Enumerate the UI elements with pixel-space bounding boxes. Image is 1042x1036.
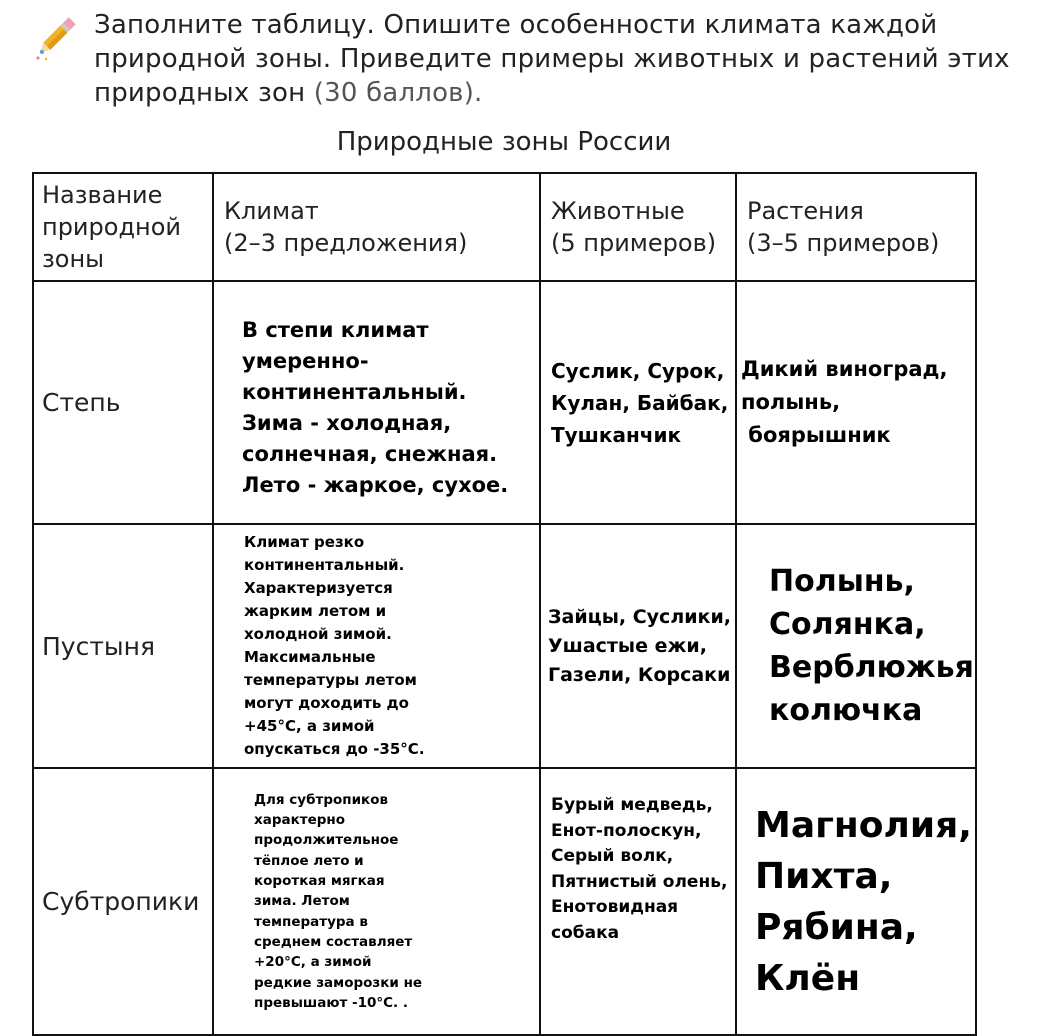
climate-line: солнечная, снежная. xyxy=(242,441,498,466)
header-line: Климат xyxy=(224,197,319,225)
header-animals xyxy=(540,173,736,281)
plants-line: Рябина, xyxy=(755,906,918,948)
climate-cell xyxy=(213,524,540,768)
animals-cell xyxy=(540,524,736,768)
header-line: Животные xyxy=(551,197,685,225)
plants-cell xyxy=(736,524,976,768)
task-text xyxy=(94,8,1024,110)
climate-line: опускаться до -35°C. xyxy=(244,740,425,758)
header-plants xyxy=(736,173,976,281)
climate-cell xyxy=(213,768,540,1035)
task-line-1: Заполните таблицу. Опишите особенности климата каждой xyxy=(94,10,938,40)
climate-line: умеренно- xyxy=(242,348,369,373)
climate-line: продолжительное xyxy=(254,832,399,849)
animals-line: Зайцы, Суслики, xyxy=(548,605,731,628)
plants-line: Верблюжья xyxy=(769,650,974,685)
plants-line: Полынь, xyxy=(769,564,915,599)
climate-cell xyxy=(213,281,540,524)
header-line: Название xyxy=(42,181,163,209)
plants-line: полынь, xyxy=(741,390,841,414)
climate-line: среднем составляет xyxy=(254,933,413,950)
header-row xyxy=(33,173,976,281)
climate-line: континентальный. xyxy=(244,556,405,574)
plants-cell xyxy=(736,768,976,1035)
task-line-3 xyxy=(94,76,1024,110)
animals-line: Ушастые ежи, xyxy=(548,634,707,657)
climate-line: Зима - холодная, xyxy=(242,410,452,435)
climate-line: Максимальные xyxy=(244,648,376,666)
climate-line: короткая мягкая xyxy=(254,873,385,890)
climate-line: континентальный. xyxy=(242,379,467,404)
animals-line: Серый волк, xyxy=(551,846,674,866)
header-line: природной xyxy=(42,213,182,241)
climate-line: жарким летом и xyxy=(244,602,387,620)
header-zone-name xyxy=(33,173,213,281)
table-row-steppe xyxy=(33,281,976,524)
table-row-subtropics xyxy=(33,768,976,1035)
plants-line: Клён xyxy=(755,957,861,999)
climate-line: Лето - жаркое, сухое. xyxy=(242,472,509,497)
table-row-desert xyxy=(33,524,976,768)
plants-line: Солянка, xyxy=(769,607,926,642)
header-line: (5 примеров) xyxy=(551,229,717,257)
animals-line: Енотовидная xyxy=(551,897,679,917)
animals-line: собака xyxy=(551,922,620,943)
pencil-icon xyxy=(34,12,78,62)
task-line-2: природной зоны. Приведите примеры животных и растений этих xyxy=(94,44,1010,74)
zones-table xyxy=(32,172,977,1036)
climate-line: могут доходить до xyxy=(244,694,409,712)
climate-line: температуры летом xyxy=(244,671,417,689)
climate-line: В степи климат xyxy=(242,317,429,342)
climate-line: Климат резко xyxy=(244,533,365,551)
climate-line: Для субтропиков xyxy=(254,791,389,808)
table-title: Природные зоны России xyxy=(336,127,672,157)
task-points: (30 баллов). xyxy=(313,78,483,108)
header-line: (3–5 примеров) xyxy=(747,229,940,257)
task-line-3-text: природных зон xyxy=(94,78,306,108)
climate-line: редкие заморозки не xyxy=(254,974,423,991)
climate-line: превышают -10°C. . xyxy=(254,994,408,1011)
climate-line: характерно xyxy=(254,812,345,829)
plants-line: Пихта, xyxy=(755,855,893,897)
animals-cell xyxy=(540,281,736,524)
zone-name: Пустыня xyxy=(33,524,213,768)
plants-line: Магнолия, xyxy=(755,804,972,846)
plants-line: колючка xyxy=(769,693,923,728)
header-line: (2–3 предложения) xyxy=(224,229,468,257)
climate-line: температура в xyxy=(254,913,368,930)
climate-line: холодной зимой. xyxy=(244,625,392,643)
animals-line: Пятнистый олень, xyxy=(551,871,728,892)
plants-cell xyxy=(736,281,976,524)
climate-line: +20°C, а зимой xyxy=(254,954,372,971)
animals-line: Кулан, Байбак, xyxy=(551,390,729,415)
header-climate xyxy=(213,173,540,281)
zone-name: Субтропики xyxy=(33,768,213,1035)
animals-line: Бурый медведь, xyxy=(551,795,713,815)
animals-cell xyxy=(540,768,736,1035)
climate-line: зима. Летом xyxy=(254,893,350,910)
climate-line: тёплое лето и xyxy=(254,852,364,869)
animals-line: Тушканчик xyxy=(551,422,682,447)
header-line: Растения xyxy=(747,197,864,225)
plants-line: боярышник xyxy=(741,423,891,447)
climate-line: +45°C, а зимой xyxy=(244,717,375,735)
header-line: зоны xyxy=(42,245,105,273)
zone-name: Степь xyxy=(33,281,213,524)
plants-line: Дикий виноград, xyxy=(741,357,948,381)
animals-line: Енот-полоскун, xyxy=(551,820,702,841)
climate-line: Характеризуется xyxy=(244,579,393,597)
animals-line: Газели, Корсаки xyxy=(548,663,731,686)
animals-line: Суслик, Сурок, xyxy=(551,358,725,383)
